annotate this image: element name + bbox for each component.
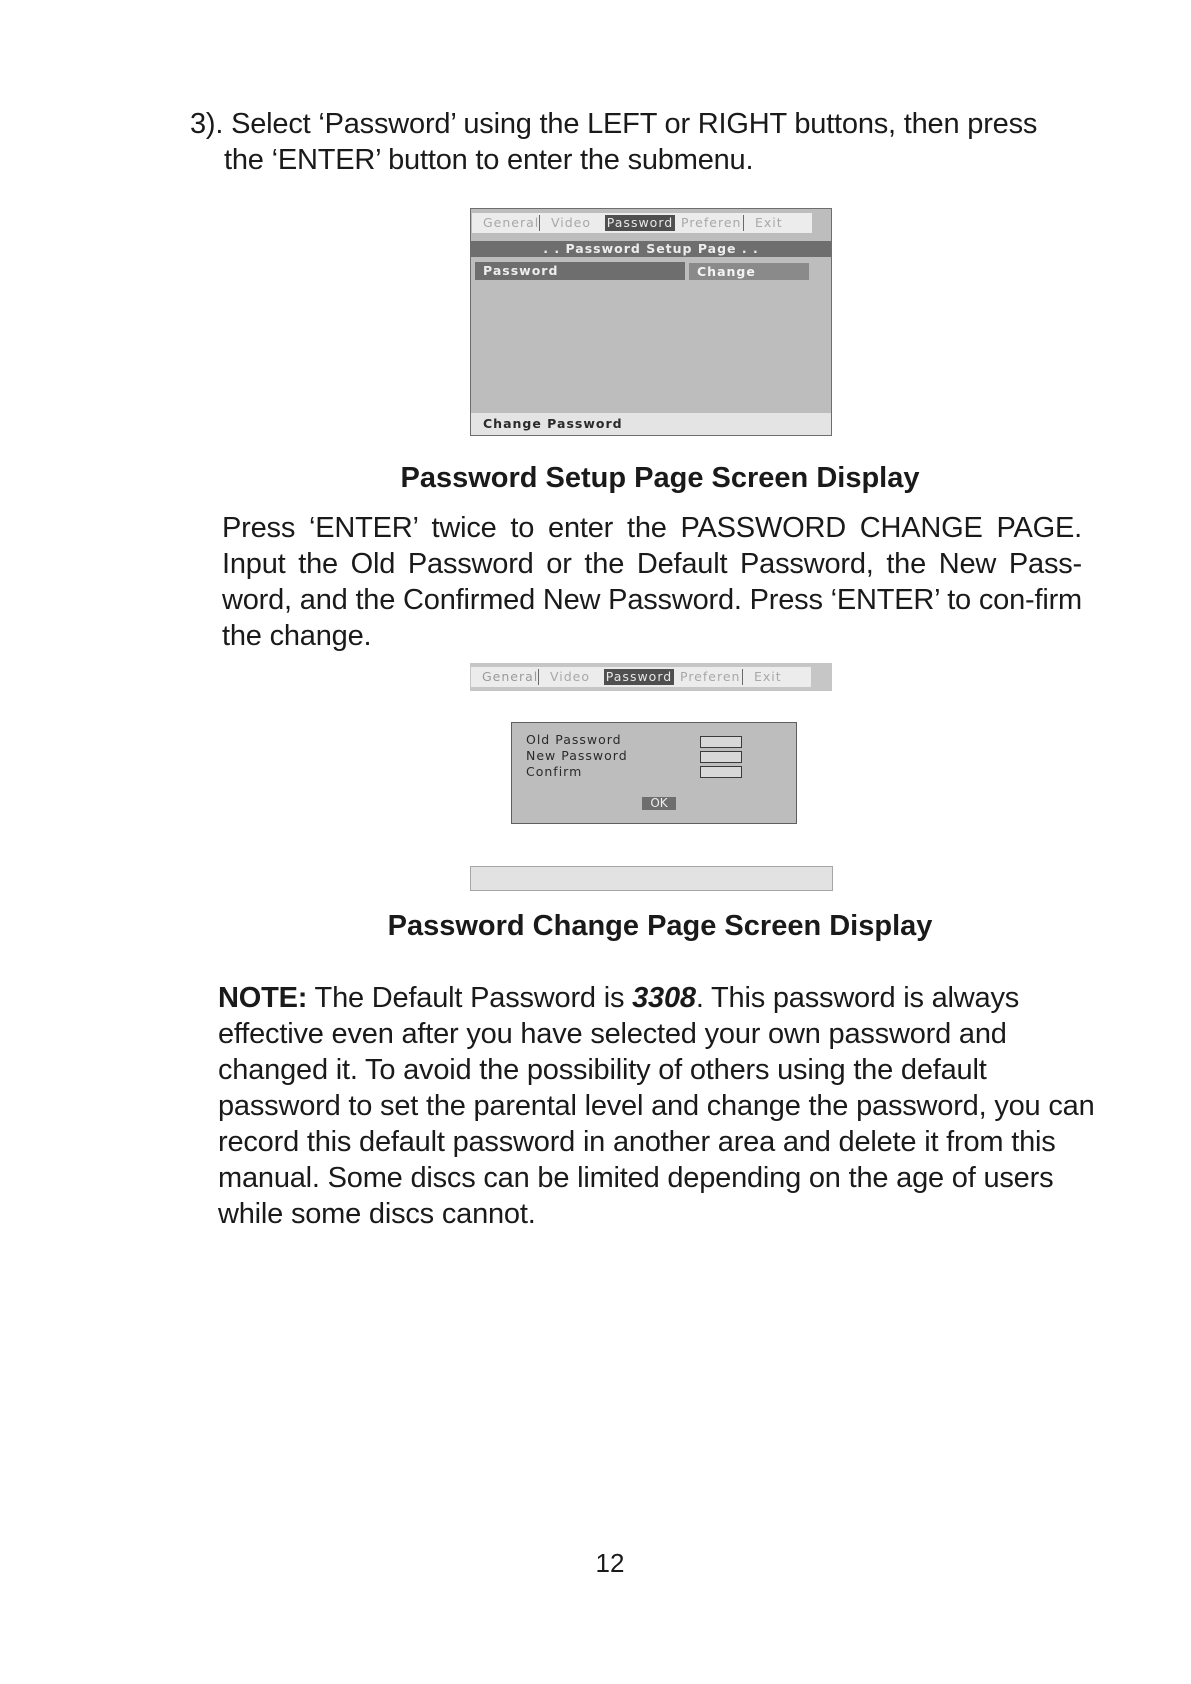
password-change-dialog	[511, 722, 797, 824]
menu-tab-bar	[471, 213, 831, 233]
tab-divider	[742, 669, 743, 685]
confirm-label: Confirm	[526, 764, 583, 779]
new-password-field[interactable]	[700, 751, 742, 763]
tab-preferences[interactable]: Preferen	[681, 215, 742, 230]
tab-divider	[538, 669, 539, 685]
tab-preferences[interactable]: Preferen	[680, 669, 741, 684]
tab-password[interactable]: Password	[606, 215, 674, 230]
tab-exit[interactable]: Exit	[755, 215, 783, 230]
new-password-label: New Password	[526, 748, 628, 763]
note-text-1: The Default Password is	[307, 982, 633, 1014]
tab-divider	[539, 215, 540, 231]
status-bar	[470, 866, 833, 891]
step-3-line-1: 3). Select ‘Password’ using the LEFT or RIGHT buttons, then press	[190, 108, 1038, 140]
password-setup-screen	[470, 208, 832, 436]
ok-button[interactable]: OK	[642, 797, 676, 810]
password-option-label[interactable]: Password	[475, 262, 685, 280]
note-paragraph	[218, 980, 1098, 1232]
change-option-button[interactable]: Change	[689, 263, 809, 280]
status-bar: Change Password	[471, 413, 831, 435]
default-password-code: 3308	[632, 982, 696, 1014]
menu-tab-bar	[470, 667, 832, 687]
instruction-paragraph: Press ‘ENTER’ twice to enter the PASSWORD CHANGE PAGE. Input the Old Password or the Default Password, the New Pass-word, and the Confirmed New Password. Press ‘ENTER’ to con-firm the change.	[222, 512, 1082, 652]
step-3-instruction	[190, 106, 1090, 178]
note-label: NOTE:	[218, 982, 308, 1014]
confirm-password-field[interactable]	[700, 766, 742, 778]
tab-exit[interactable]: Exit	[754, 669, 782, 684]
tab-general[interactable]: General	[482, 669, 539, 684]
tab-video[interactable]: Video	[551, 215, 592, 230]
old-password-label: Old Password	[526, 732, 622, 747]
tab-video[interactable]: Video	[550, 669, 591, 684]
caption-setup-page: Password Setup Page Screen Display	[400, 462, 920, 494]
step-3-line-2: the ‘ENTER’ button to enter the submenu.	[224, 144, 754, 176]
page-number: 12	[595, 1548, 625, 1578]
password-change-tab-bar	[470, 663, 832, 691]
tab-divider	[743, 215, 744, 231]
page-title-bar: . . Password Setup Page . .	[471, 241, 831, 257]
note-text-2: . This password is always effective even after you have selected your own password and changed it. To avoid the possibility of others using the default password to set the parental level and change the password, you can record this default password in another area and delete it from this manual. Some discs can be limited depending on the age of users while some discs cannot.	[218, 982, 1095, 1230]
tab-general[interactable]: General	[483, 215, 540, 230]
old-password-field[interactable]	[700, 736, 742, 748]
caption-change-page: Password Change Page Screen Display	[387, 910, 933, 942]
tab-password[interactable]: Password	[605, 669, 673, 684]
